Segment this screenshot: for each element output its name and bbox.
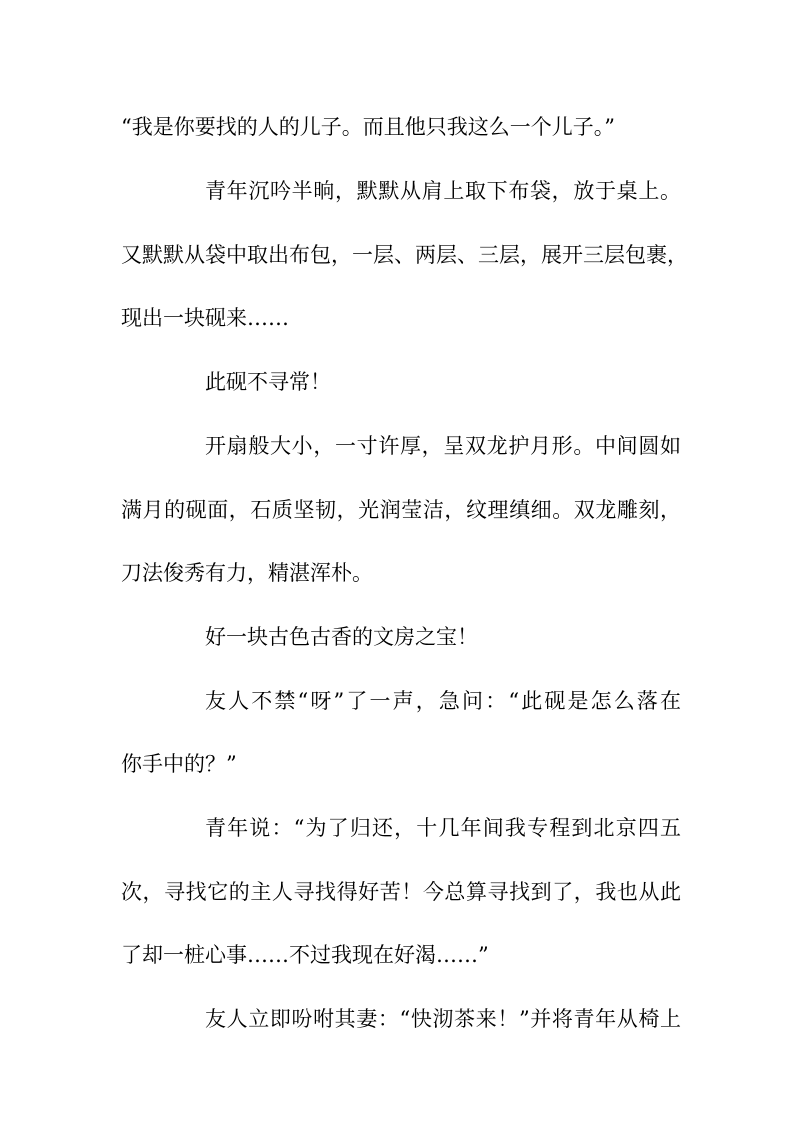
paragraph-first-line: 青年说：“为了归还，十几年间我专程到北京四五 <box>205 816 681 840</box>
paragraph-first-line: 青年沉吟半晌，默默从肩上取下布袋，放于桌上。 <box>205 179 681 203</box>
text-line: 又默默从袋中取出布包，一层、两层、三层，展开三层包裹， <box>121 243 688 267</box>
paragraph-first-line: 此砚不寻常！ <box>205 370 331 394</box>
text-line: 刀法俊秀有力，精湛浑朴。 <box>121 561 373 585</box>
paragraph-first-line: 友人立即吩咐其妻：“快沏茶来！”并将青年从椅上 <box>205 1007 681 1031</box>
paragraph-first-line: 好一块古色古香的文房之宝！ <box>205 625 478 649</box>
text-line: 了却一桩心事……不过我现在好渴……” <box>121 943 489 967</box>
paragraph-first-line: 友人不禁“呀”了一声，急问：“此砚是怎么落在 <box>205 689 681 713</box>
paragraph-first-line: 开扇般大小，一寸许厚，呈双龙护月形。中间圆如 <box>205 434 681 458</box>
text-line: 现出一块砚来…… <box>121 306 289 330</box>
text-line: 满月的砚面，石质坚韧，光润莹洁，纹理缜细。双龙雕刻， <box>121 498 681 522</box>
text-line: “我是你要找的人的儿子。而且他只我这么一个儿子。” <box>121 115 615 139</box>
text-line: 你手中的？” <box>121 752 237 776</box>
text-line: 次，寻找它的主人寻找得好苦！今总算寻找到了，我也从此 <box>121 880 681 904</box>
